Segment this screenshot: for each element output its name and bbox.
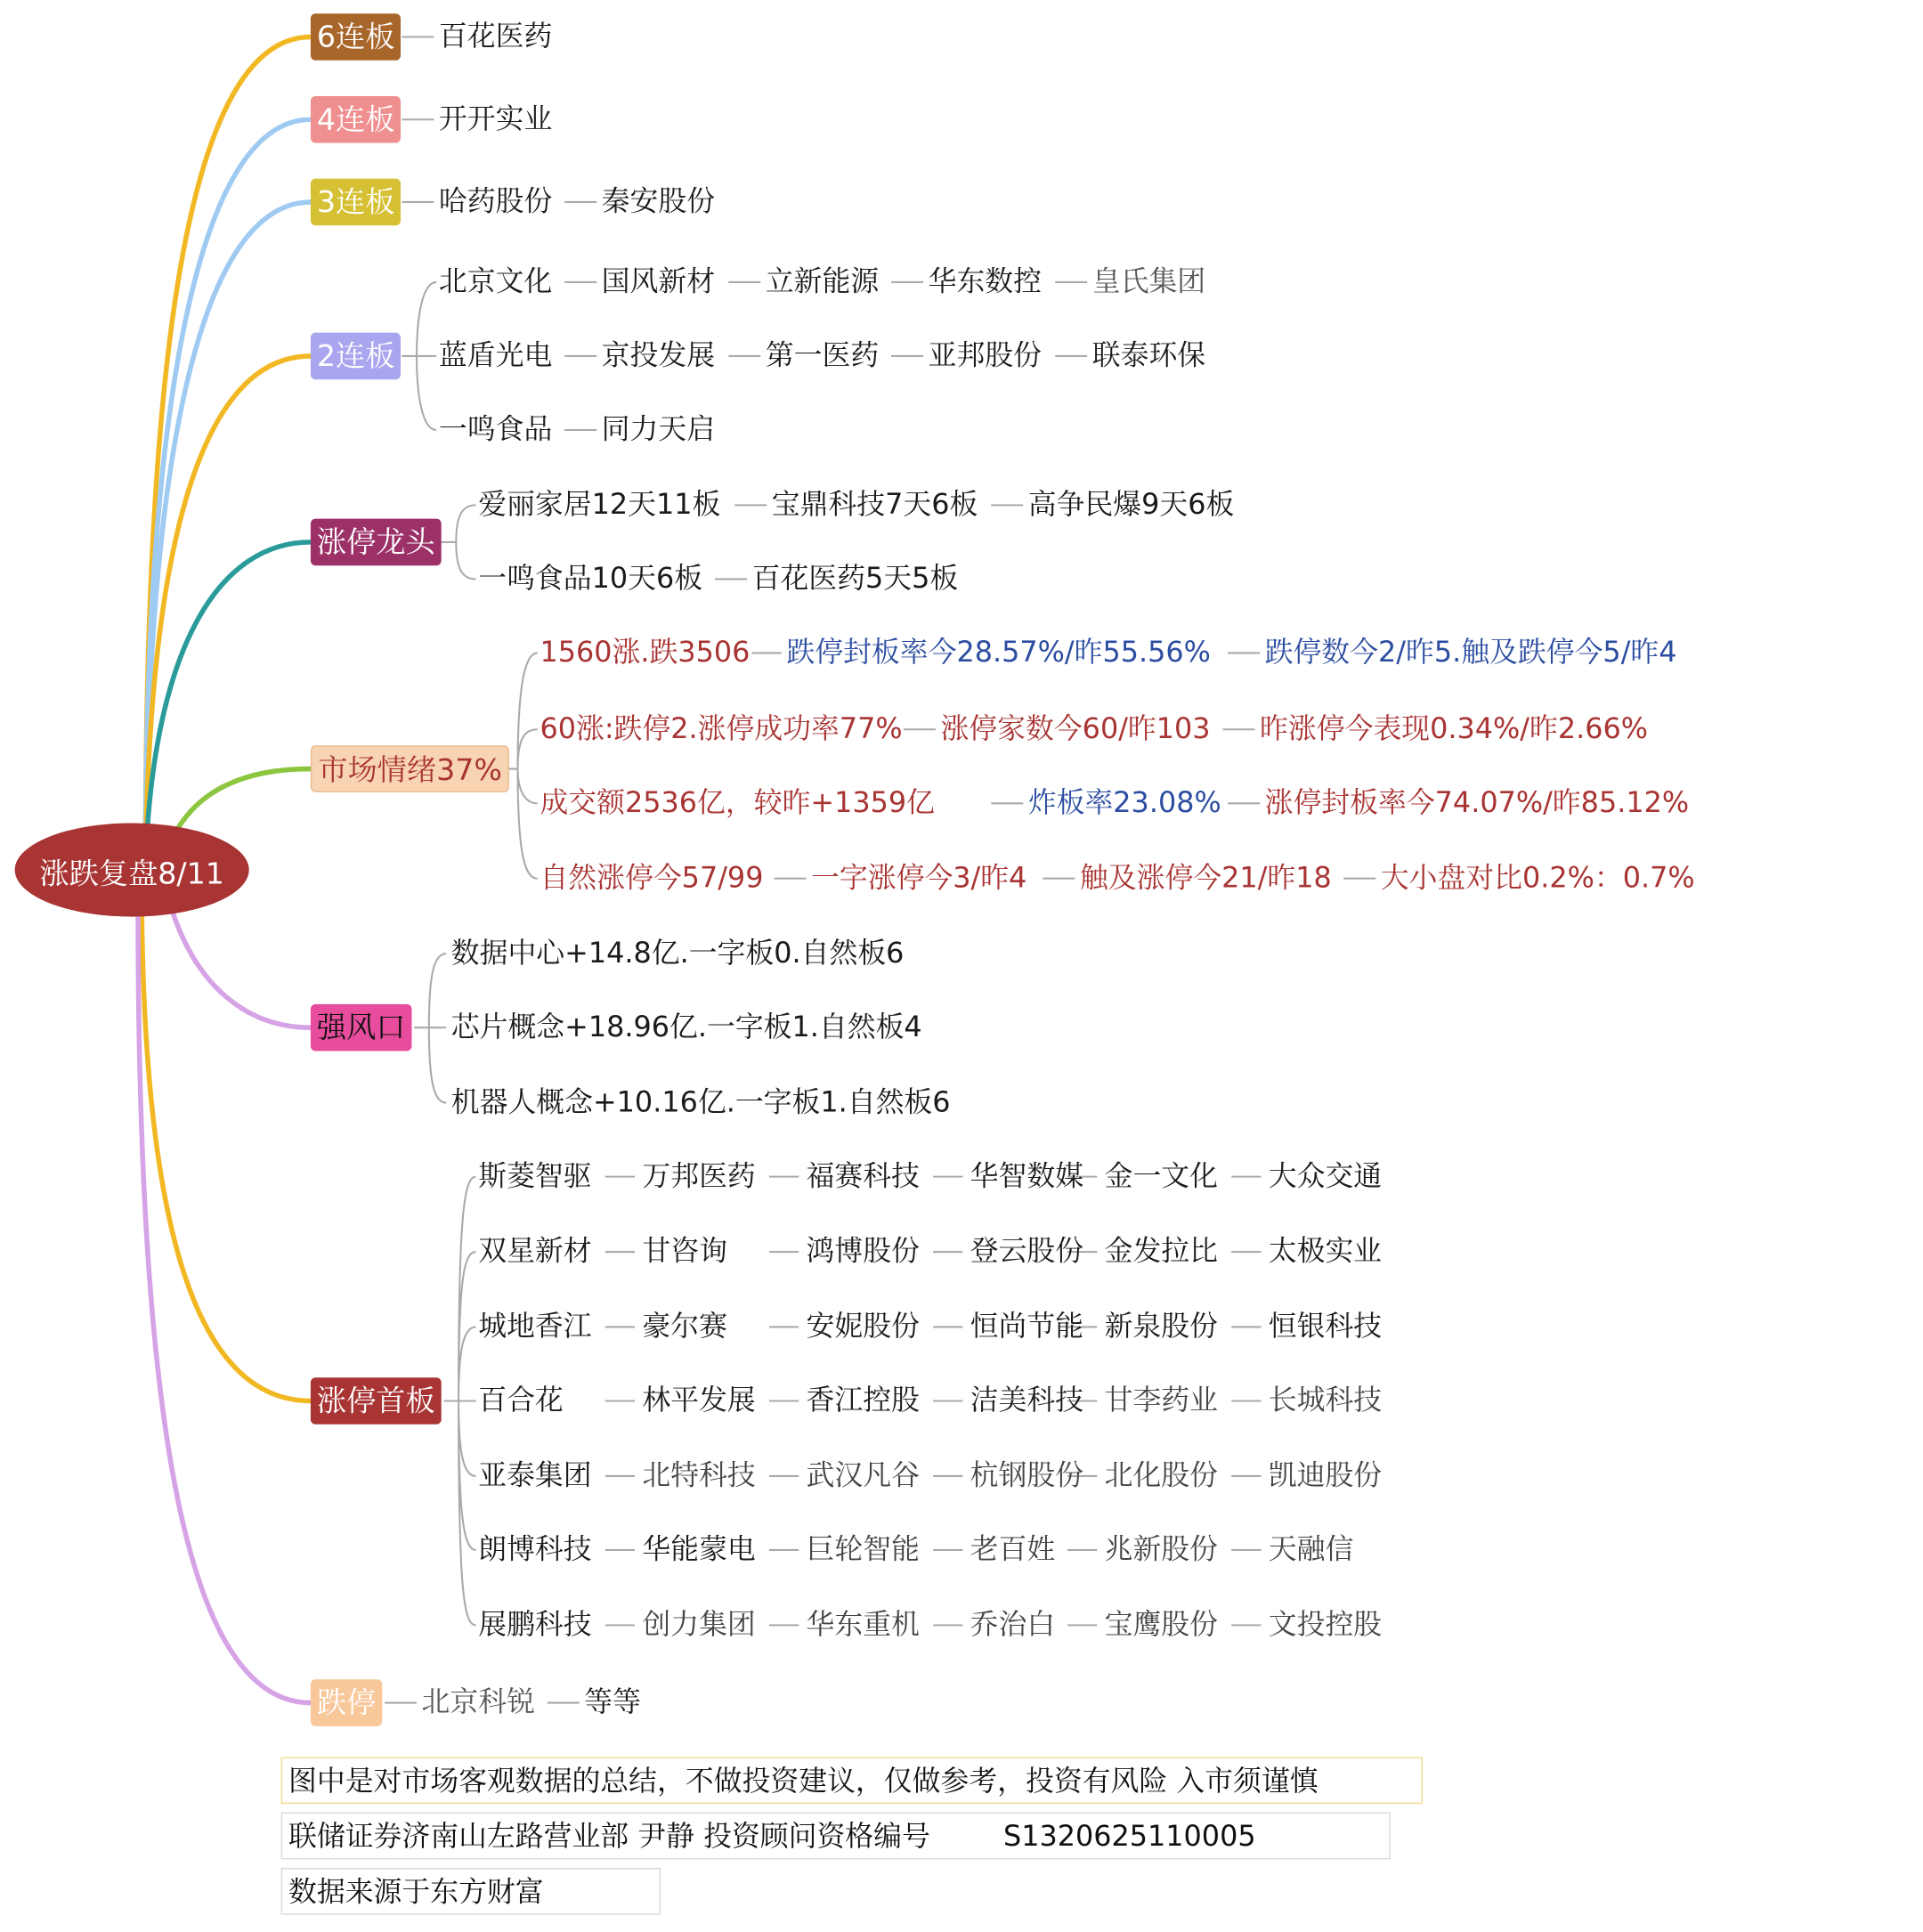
- leaf-first-board: 甘李药业: [1104, 1384, 1218, 1417]
- leaf-2lianban: 同力天启: [601, 413, 716, 446]
- link-4lianban: [145, 119, 311, 862]
- link-mood: [173, 769, 311, 838]
- leaf-first-board: 豪尔赛: [642, 1311, 727, 1343]
- leaf-wind: 机器人概念+10.16亿.一字板1.自然板6: [450, 1086, 951, 1119]
- leaf-leader: 高争民爆9天6板: [1027, 489, 1235, 522]
- link-3lianban: [145, 202, 311, 863]
- root-node[interactable]: 涨跌复盘8/11: [15, 823, 249, 916]
- leaf-2lianban: 华东数控: [928, 265, 1042, 298]
- leaf-first-board: 登云股份: [970, 1236, 1084, 1269]
- leaf-leader: 百花医药5天5板: [751, 563, 959, 596]
- leaf-first-board: 北化股份: [1104, 1459, 1218, 1492]
- link-6lianban: [145, 37, 311, 863]
- leaf-2lianban: 国风新材: [601, 265, 716, 298]
- leaf-mood: 跌停数今2/昨5.触及跌停今5/昨4: [1264, 637, 1677, 670]
- leaf-mood: 触及涨停今21/昨18: [1079, 862, 1332, 895]
- leaf-first-board: 太极实业: [1268, 1236, 1383, 1269]
- leaf-mood: 1560涨.跌3506: [540, 637, 751, 670]
- leaf-4lianban-0: 开开实业: [438, 103, 553, 136]
- leaf-first-board: 斯菱智驱: [478, 1160, 592, 1193]
- leaf-first-board: 杭钢股份: [970, 1459, 1084, 1492]
- leaf-mood: 跌停封板率今28.57%/昨55.56%: [786, 637, 1211, 670]
- leaf-first-board: 宝鹰股份: [1104, 1609, 1218, 1642]
- leaf-first-board: 文投控股: [1268, 1609, 1383, 1642]
- leaf-first-board: 金一文化: [1104, 1160, 1218, 1193]
- leaf-first-board: 林平发展: [642, 1384, 756, 1417]
- tag-first[interactable]: 涨停首板: [311, 1377, 442, 1425]
- leaf-first-board: 北特科技: [642, 1459, 756, 1492]
- leaf-3lianban-1: 秦安股份: [601, 185, 716, 218]
- leaf-first-board: 甘咨询: [642, 1236, 727, 1269]
- leaf-first-board: 新泉股份: [1104, 1311, 1218, 1343]
- leaf-first-board: 华智数媒: [970, 1160, 1084, 1193]
- leaf-first-board: 华东重机: [806, 1609, 920, 1642]
- tag-2lianban[interactable]: 2连板: [311, 333, 401, 380]
- leaf-drop-1: 等等: [584, 1686, 641, 1719]
- advisor-id: S1320625110005: [1002, 1821, 1256, 1854]
- tag-4lianban[interactable]: 4连板: [311, 96, 401, 143]
- tag-wind[interactable]: 强风口: [311, 1004, 412, 1051]
- tag-6lianban[interactable]: 6连板: [311, 13, 401, 61]
- leaf-first-board: 鸿博股份: [806, 1236, 920, 1269]
- leaf-first-board: 乔治白: [970, 1609, 1056, 1642]
- leaf-wind: 数据中心+14.8亿.一字板0.自然板6: [450, 938, 905, 970]
- leaf-first-board: 福赛科技: [806, 1160, 920, 1193]
- leaf-first-board: 香江控股: [806, 1384, 920, 1417]
- leaf-2lianban: 立新能源: [765, 265, 880, 298]
- leaf-6lianban-0: 百花医药: [438, 20, 553, 53]
- leaf-2lianban: 第一医药: [765, 339, 880, 372]
- leaf-first-board: 金发拉比: [1104, 1236, 1218, 1269]
- leaf-first-board: 凯迪股份: [1268, 1459, 1383, 1492]
- leaf-drop-0: 北京科锐: [421, 1686, 535, 1719]
- leaf-2lianban: 京投发展: [601, 339, 716, 372]
- leaf-first-board: 武汉凡谷: [806, 1459, 920, 1492]
- link-first: [142, 912, 311, 1400]
- leaf-first-board: 恒银科技: [1268, 1311, 1383, 1343]
- leaf-leader: 爱丽家居12天11板: [478, 489, 721, 522]
- disclaimer-box: [281, 1757, 1423, 1804]
- leaf-2lianban: 亚邦股份: [928, 339, 1042, 372]
- leaf-first-board: 洁美科技: [970, 1384, 1084, 1417]
- advisor-text: 联储证券济南山左路营业部 尹静 投资顾问资格编号: [288, 1821, 930, 1854]
- leaf-first-board: 展鹏科技: [478, 1609, 592, 1642]
- leaf-first-board: 安妮股份: [806, 1311, 920, 1343]
- leaf-mood: 炸板率23.08%: [1027, 787, 1221, 820]
- leaf-3lianban-0: 哈药股份: [438, 185, 553, 218]
- leaf-first-board: 双星新材: [478, 1236, 592, 1269]
- leaf-first-board: 城地香江: [478, 1311, 592, 1343]
- leaf-wind: 芯片概念+18.96亿.一字板1.自然板4: [450, 1011, 922, 1044]
- leaf-mood: 大小盘对比0.2%：0.7%: [1380, 862, 1695, 895]
- source-box: [281, 1868, 661, 1915]
- leaf-first-board: 百合花: [478, 1384, 564, 1417]
- leaf-first-board: 老百姓: [970, 1533, 1056, 1566]
- leaf-first-board: 恒尚节能: [970, 1311, 1084, 1343]
- leaf-first-board: 万邦医药: [642, 1160, 756, 1193]
- leaf-mood: 涨停封板率今74.07%/昨85.12%: [1264, 787, 1690, 820]
- leaf-mood: 涨停家数今60/昨103: [940, 713, 1211, 746]
- leaf-first-board: 天融信: [1268, 1533, 1354, 1566]
- leaf-first-board: 兆新股份: [1104, 1533, 1218, 1566]
- leaf-2lianban: 一鸣食品: [438, 413, 553, 446]
- leaf-first-board: 华能蒙电: [642, 1533, 756, 1566]
- source-text: 数据来源于东方财富: [288, 1876, 544, 1909]
- leaf-2lianban: 联泰环保: [1091, 339, 1206, 372]
- leaf-first-board: 大众交通: [1268, 1160, 1383, 1193]
- tag-mood[interactable]: 市场情绪37%: [311, 745, 509, 792]
- tag-leader[interactable]: 涨停龙头: [311, 519, 442, 566]
- link-wind: [173, 912, 311, 1027]
- leaf-first-board: 巨轮智能: [806, 1533, 920, 1566]
- leaf-mood: 自然涨停今57/99: [540, 862, 764, 895]
- tag-drop[interactable]: 跌停: [311, 1679, 382, 1726]
- leaf-first-board: 创力集团: [642, 1609, 756, 1642]
- leaf-2lianban: 蓝盾光电: [438, 339, 553, 372]
- leaf-2lianban: 北京文化: [438, 265, 553, 298]
- leaf-mood: 60涨:跌停2.涨停成功率77%: [540, 713, 903, 746]
- tag-3lianban[interactable]: 3连板: [311, 179, 401, 226]
- link-leader: [145, 542, 311, 863]
- link-drop: [138, 912, 311, 1702]
- leaf-mood: 昨涨停今表现0.34%/昨2.66%: [1260, 713, 1649, 746]
- leaf-leader: 宝鼎科技7天6板: [771, 489, 978, 522]
- leaf-first-board: 亚泰集团: [478, 1459, 592, 1492]
- leaf-mood: 成交额2536亿，较昨+1359亿: [540, 787, 936, 820]
- leaf-first-board: 长城科技: [1268, 1384, 1383, 1417]
- leaf-2lianban: 皇氏集团: [1091, 265, 1206, 298]
- leaf-first-board: 朗博科技: [478, 1533, 592, 1566]
- advisor-box: [281, 1813, 1391, 1860]
- leaf-leader: 一鸣食品10天6板: [478, 563, 703, 596]
- leaf-mood: 一字涨停今3/昨4: [811, 862, 1027, 895]
- disclaimer-text: 图中是对市场客观数据的总结，不做投资建议，仅做参考，投资有风险 入市须谨慎: [288, 1766, 1319, 1798]
